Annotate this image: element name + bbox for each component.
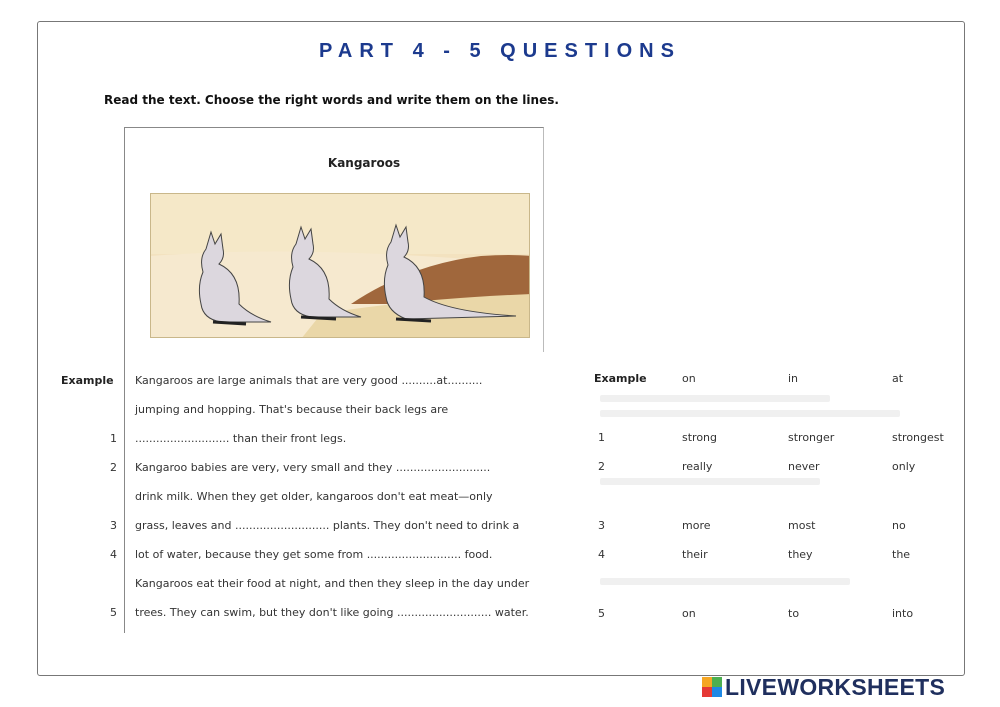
faded-background-text: [600, 395, 830, 402]
option-c: only: [892, 460, 916, 473]
option-c: at: [892, 372, 904, 385]
option-a: more: [682, 519, 711, 532]
option-a: their: [682, 548, 708, 561]
option-b: they: [788, 548, 813, 561]
passage-line: jumping and hopping. That's because their back legs are: [135, 403, 449, 416]
option-b: to: [788, 607, 800, 620]
option-a: really: [682, 460, 713, 473]
option-row-number: 4: [598, 548, 605, 561]
liveworksheets-logo[interactable]: [702, 675, 945, 699]
option-a: on: [682, 607, 696, 620]
passage-line: Kangaroos eat their food at night, and then they sleep in the day under: [135, 577, 530, 590]
passage-line: ........................... than their front legs.: [135, 432, 347, 445]
faded-background-text: [600, 578, 850, 585]
option-b: most: [788, 519, 816, 532]
example-label: Example: [61, 374, 114, 387]
options-example-label: Example: [594, 372, 647, 385]
option-c: no: [892, 519, 906, 532]
option-row-number: 5: [598, 607, 605, 620]
faded-background-text: [600, 410, 900, 417]
question-number: 1: [110, 432, 117, 445]
option-c: the: [892, 548, 911, 561]
passage-line: lot of water, because they get some from ........................... food.: [135, 548, 493, 561]
option-a: strong: [682, 431, 718, 444]
option-b: stronger: [788, 431, 835, 444]
question-number: 5: [110, 606, 117, 619]
option-c: into: [892, 607, 914, 620]
question-number: 2: [110, 461, 117, 474]
liveworksheets-logo-icon: [702, 677, 722, 697]
passage-line: drink milk. When they get older, kangaroos don't eat meat—only: [135, 490, 493, 503]
instruction-text: Read the text. Choose the right words and write them on the lines.: [104, 93, 559, 107]
question-number: 3: [110, 519, 117, 532]
option-row-number: 3: [598, 519, 605, 532]
passage-line: grass, leaves and ........................... plants. They don't need to drink a: [135, 519, 520, 532]
passage-line: Kangaroos are large animals that are very good ..........at..........: [135, 374, 483, 387]
passage-title: Kangaroos: [327, 156, 401, 170]
brand-name: LIVEWORKSHEETS: [725, 673, 946, 700]
passage-line: Kangaroo babies are very, very small and they ...........................: [135, 461, 491, 474]
option-row-number: 1: [598, 431, 605, 444]
faded-background-text: [600, 478, 820, 485]
option-c: strongest: [892, 431, 944, 444]
option-b: in: [788, 372, 799, 385]
question-number: 4: [110, 548, 117, 561]
kangaroo-illustration: [150, 193, 530, 338]
passage-line: trees. They can swim, but they don't like going ........................... water.: [135, 606, 529, 619]
option-a: on: [682, 372, 696, 385]
option-row-number: 2: [598, 460, 605, 473]
option-b: never: [788, 460, 820, 473]
page-title: PART 4 - 5 QUESTIONS: [319, 40, 681, 62]
